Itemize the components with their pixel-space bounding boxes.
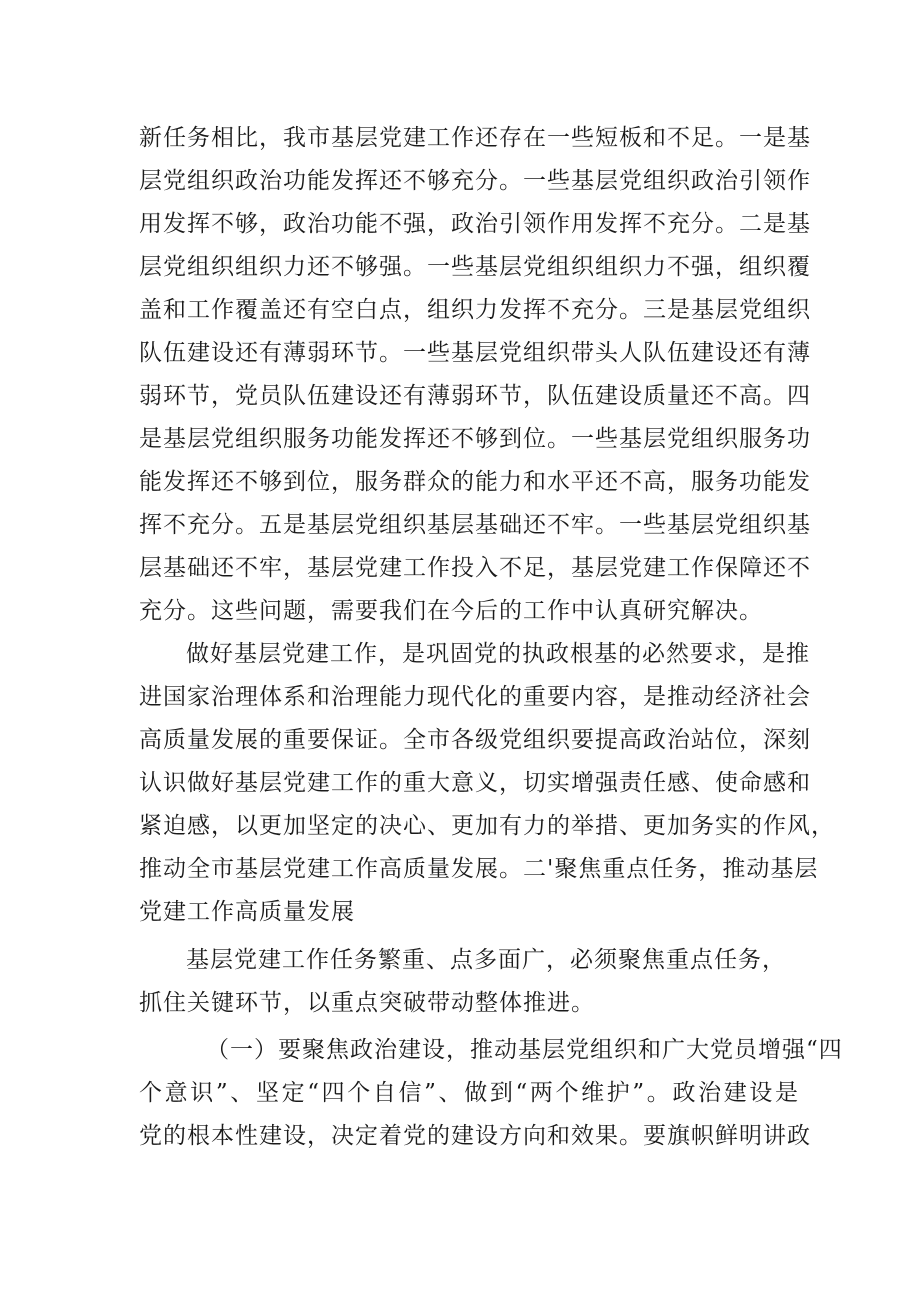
text-line: 挥不充分。五是基层党组织基层基础还不牢。一些基层党组织基	[139, 512, 811, 538]
text-line: 推动全市基层党建工作高质量发展。二'聚焦重点任务，推动基层	[139, 856, 819, 882]
text-line: 弱环节，党员队伍建设还有薄弱环节，队伍建设质量还不高。四	[139, 383, 811, 409]
text-line: 进国家治理体系和治理能力现代化的重要内容，是推动经济社会	[139, 684, 811, 710]
text-line: 高质量发展的重要保证。全市各级党组织要提高政治站位，深刻	[139, 727, 811, 753]
text-line: 层党组织政治功能发挥还不够充分。一些基层党组织政治引领作	[139, 168, 811, 194]
text-line: 层党组织组织力还不够强。一些基层党组织组织力不强，组织覆	[139, 254, 811, 280]
text-line: 是基层党组织服务功能发挥还不够到位。一些基层党组织服务功	[139, 426, 811, 452]
text-line: 紧迫感，以更加坚定的决心、更加有力的举措、更加务实的作风，	[139, 813, 835, 839]
text-line: 党的根本性建设，决定着党的建设方向和效果。要旗帜鲜明讲政	[139, 1123, 811, 1149]
text-line: 用发挥不够，政治功能不强，政治引领作用发挥不充分。二是基	[139, 211, 811, 237]
paragraph-start-line: 基层党建工作任务繁重、点多面广，必须聚焦重点任务，	[186, 947, 786, 973]
text-line: 个意识”、坚定“四个自信”、做到“两个维护”。政治建设是	[139, 1080, 799, 1106]
paragraph-start-line: 做好基层党建工作，是巩固党的执政根基的必然要求，是推	[186, 641, 810, 667]
text-line: 队伍建设还有薄弱环节。一些基层党组织带头人队伍建设还有薄	[139, 340, 811, 366]
paragraph-start-line: （一）要聚焦政治建设，推动基层党组织和广大党员增强“四	[206, 1037, 843, 1063]
text-line: 新任务相比，我市基层党建工作还存在一些短板和不足。一是基	[139, 125, 811, 151]
section-heading-line: 党建工作高质量发展	[139, 899, 355, 925]
text-line: 盖和工作覆盖还有空白点，组织力发挥不充分。三是基层党组织	[139, 297, 811, 323]
text-line: 认识做好基层党建工作的重大意义，切实增强责任感、使命感和	[139, 770, 811, 796]
text-line: 层基础还不牢，基层党建工作投入不足，基层党建工作保障还不	[139, 555, 811, 581]
text-line: 能发挥还不够到位，服务群众的能力和水平还不高，服务功能发	[139, 469, 811, 495]
text-line: 充分。这些问题，需要我们在今后的工作中认真研究解决。	[139, 598, 763, 624]
text-line: 抓住关键环节，以重点突破带动整体推进。	[139, 990, 595, 1016]
